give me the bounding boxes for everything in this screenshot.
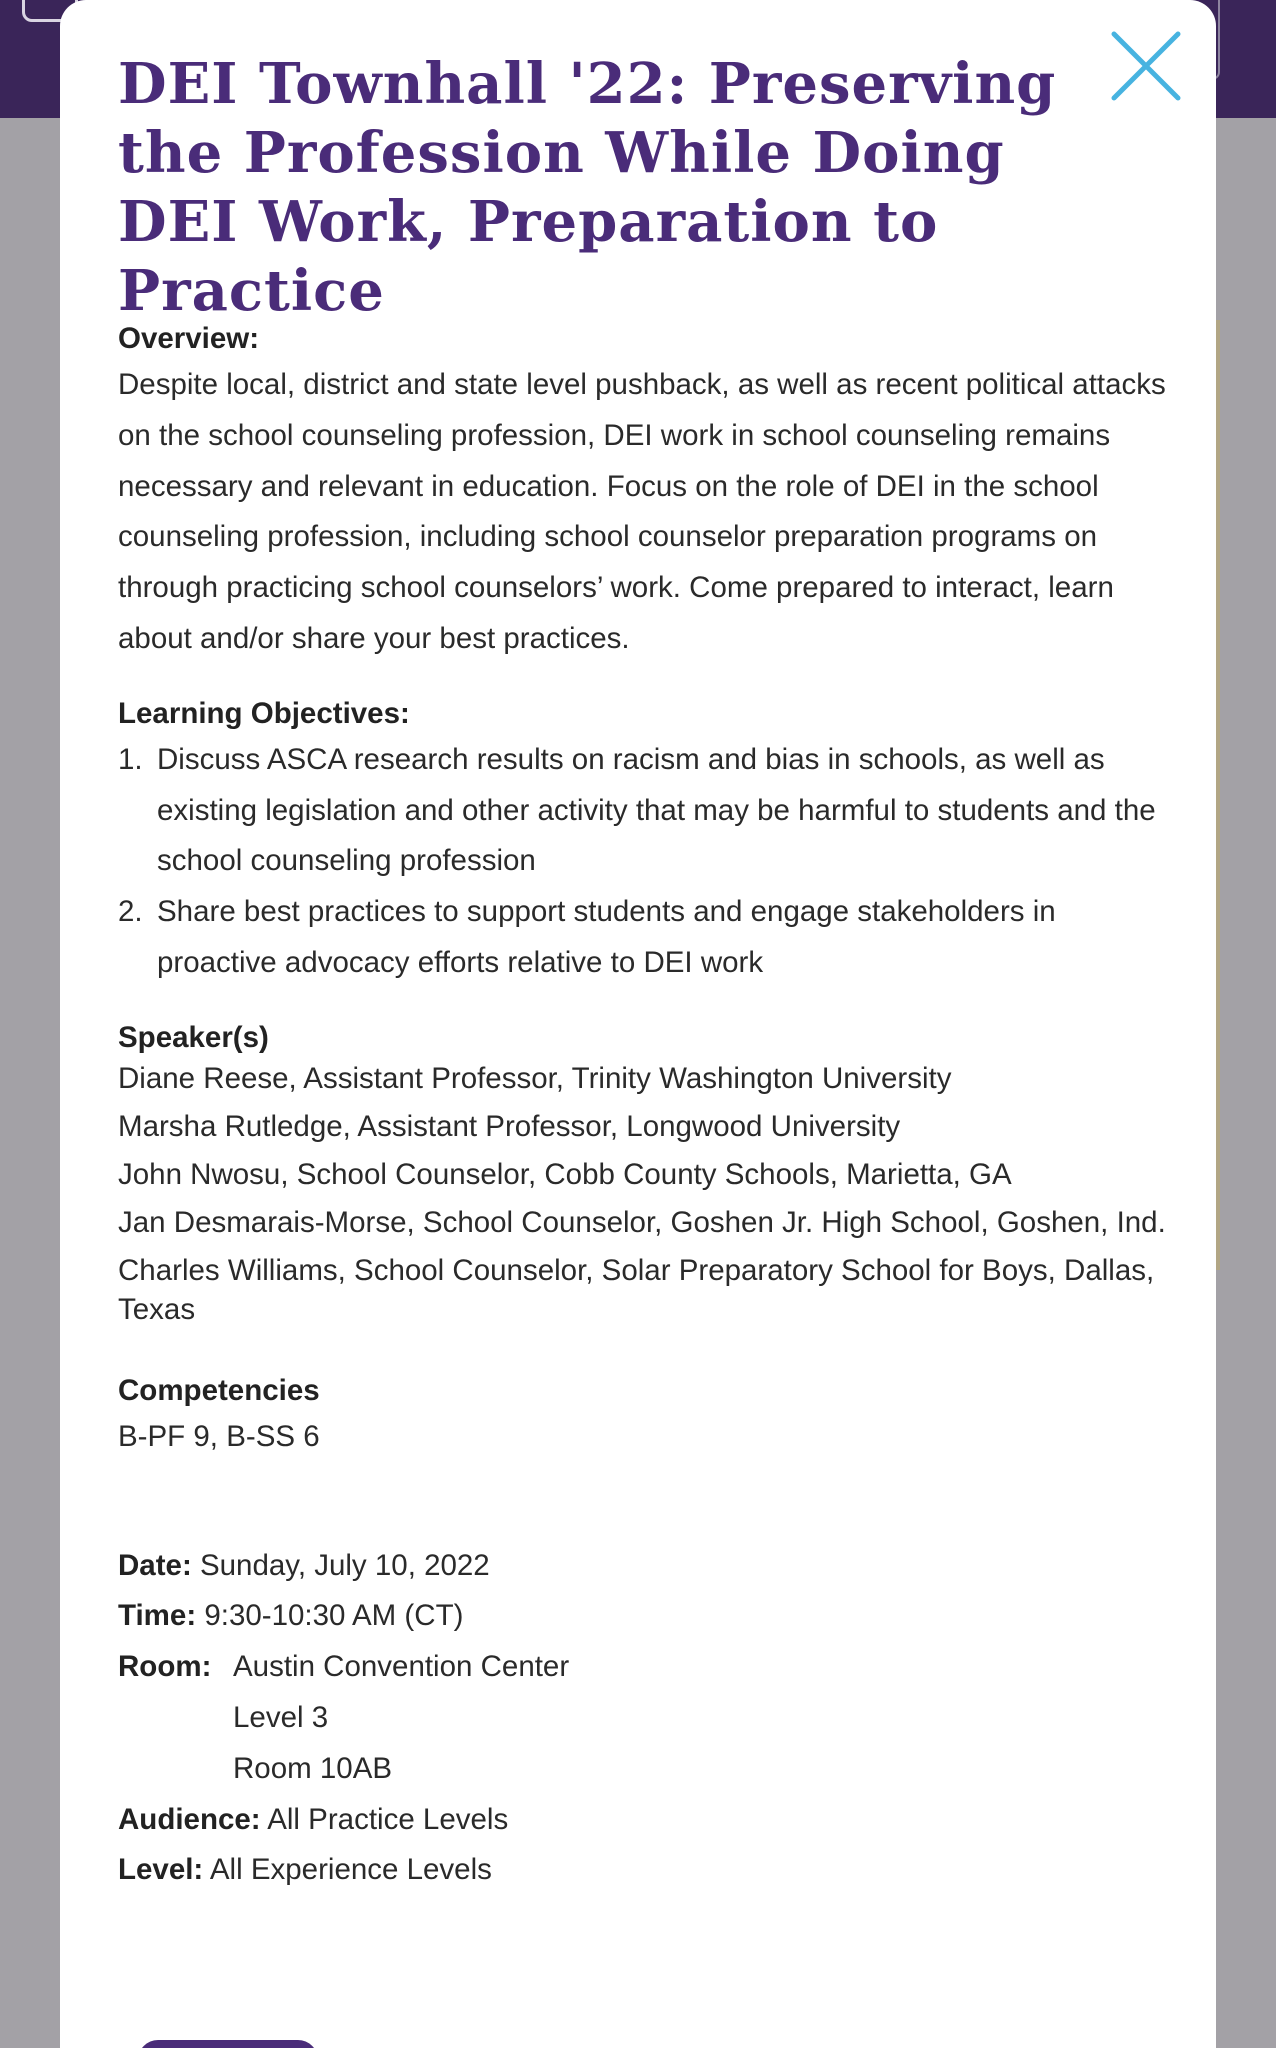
speaker-item: John Nwosu, School Counselor, Cobb County Schools, Marietta, GA — [118, 1157, 1012, 1191]
date-row — [118, 1541, 1178, 1592]
action-button[interactable] — [138, 2040, 318, 2048]
event-detail-modal — [60, 0, 1216, 2048]
level-value: All Experience Levels — [209, 1853, 492, 1887]
objective-text: Discuss ASCA research results on racism and bias in schools, as well as existing legislation and other activity that may be harmful to students and the school counseling profession — [157, 742, 1156, 878]
date-value: Sunday, July 10, 2022 — [199, 1548, 490, 1582]
date-label: Date: — [118, 1548, 192, 1582]
speaker-item: Marsha Rutledge, Assistant Professor, Longwood University — [118, 1109, 901, 1143]
time-label: Time: — [118, 1599, 197, 1633]
objective-item — [118, 735, 1178, 887]
speaker-item: Charles Williams, School Counselor, Solar Preparatory School for Boys, Dallas, Texas — [118, 1253, 1155, 1326]
audience-label: Audience: — [118, 1802, 261, 1836]
time-value: 9:30-10:30 AM (CT) — [204, 1599, 464, 1633]
competencies-value: B-PF 9, B-SS 6 — [118, 1419, 320, 1453]
level-label: Level: — [118, 1853, 204, 1887]
level-row — [118, 1845, 1178, 1896]
room-line: Level 3 — [233, 1700, 329, 1734]
audience-value: All Practice Levels — [267, 1802, 509, 1836]
event-title: DEI Townhall '22: Preserving the Profession While Doing DEI Work, Preparation to Practice — [118, 51, 1057, 324]
speaker-item: Jan Desmarais-Morse, School Counselor, Goshen Jr. High School, Goshen, Ind. — [118, 1205, 1166, 1239]
room-row — [118, 1642, 1178, 1693]
objectives-heading: Learning Objectives: — [118, 696, 410, 730]
objectives-list — [118, 735, 1178, 989]
room-line: Room 10AB — [233, 1751, 393, 1785]
objective-number: 2. — [118, 895, 143, 929]
speaker-item: Diane Reese, Assistant Professor, Trinity Washington University — [118, 1061, 952, 1095]
time-row — [118, 1591, 1178, 1642]
room-label: Room: — [118, 1650, 212, 1684]
overview-heading: Overview: — [118, 322, 260, 355]
room-line: Austin Convention Center — [233, 1650, 570, 1684]
competencies-heading: Competencies — [118, 1373, 320, 1407]
objective-item — [118, 887, 1178, 989]
objective-text: Share best practices to support students and engage stakeholders in proactive advocacy efforts relative to DEI work — [157, 895, 1056, 979]
objective-number: 1. — [118, 742, 143, 776]
overview-text: Despite local, district and state level pushback, as well as recent political attacks on the school counseling profession, DEI work in school counseling remains necessary and relevant in education. Focus on the role of DEI in the school counseling profession, including school counselor preparation programs on through practicing school counselors’ work. Come prepared to interact, learn about and/or share your best practices. — [118, 368, 1166, 655]
speakers-heading: Speaker(s) — [118, 1020, 269, 1054]
close-icon — [1108, 28, 1184, 104]
close-button[interactable] — [1108, 28, 1184, 104]
audience-row — [118, 1795, 1178, 1846]
event-details — [118, 318, 1178, 1896]
